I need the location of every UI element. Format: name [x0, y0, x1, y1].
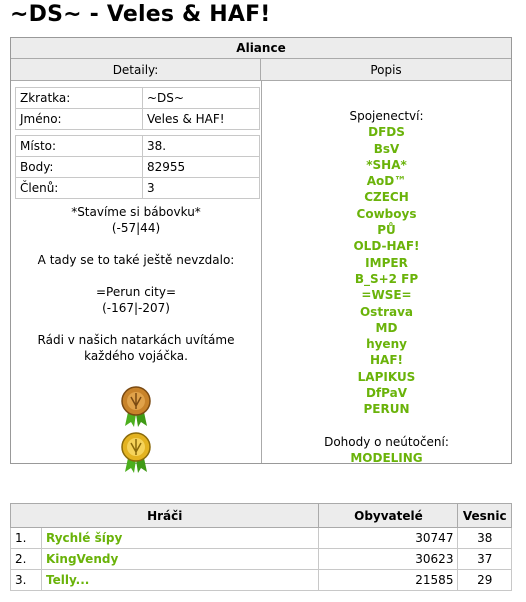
- table-row: [11, 570, 512, 591]
- ally-link[interactable]: hyeny: [366, 337, 407, 352]
- alliance-description: [11, 204, 261, 364]
- description-line: Rádi v našich natarkách uvítáme: [37, 333, 235, 347]
- player-population: 30747: [319, 528, 458, 549]
- description-line: (-167|-207): [102, 301, 170, 315]
- ally-link[interactable]: CZECH: [364, 190, 409, 205]
- ally-link[interactable]: =WSE=: [361, 288, 412, 303]
- player-name-link[interactable]: Telly...: [42, 570, 319, 591]
- player-rank: 3.: [11, 570, 42, 591]
- detail-key: Místo:: [16, 136, 143, 157]
- ally-link[interactable]: *SHA*: [366, 157, 407, 172]
- alliance-panel: [10, 37, 512, 464]
- details-table-stats: [15, 135, 260, 199]
- col-header-villages[interactable]: Vesnic: [458, 504, 512, 528]
- detail-value: 82955: [143, 157, 260, 178]
- spacer: [262, 418, 511, 434]
- col-header-players[interactable]: Hráči: [11, 504, 319, 528]
- alliance-header: Aliance: [11, 38, 511, 59]
- ally-link[interactable]: IMPER: [365, 255, 408, 270]
- ally-link[interactable]: BsV: [373, 141, 400, 156]
- ally-link[interactable]: PERUN: [363, 402, 410, 417]
- table-row: [11, 528, 512, 549]
- detail-key: Zkratka:: [16, 88, 143, 109]
- ally-link[interactable]: LAPIKUS: [357, 369, 416, 384]
- detail-value: 38.: [143, 136, 260, 157]
- col-header-population[interactable]: Obyvatelé: [319, 504, 458, 528]
- description-line: [11, 268, 261, 284]
- details-header: Detaily:: [11, 59, 261, 81]
- popis-header: Popis: [261, 59, 511, 81]
- description-line: každého vojáčka.: [84, 349, 188, 363]
- description-line: =Perun city=: [96, 285, 176, 299]
- description-line: A tady se to také ještě nevzdalo:: [37, 253, 235, 267]
- ally-link[interactable]: B_S+2 FP: [354, 271, 419, 286]
- nap-label: Dohody o neútočení:: [324, 434, 449, 449]
- description-line: [11, 236, 261, 252]
- description-line: *Stavíme si bábovku*: [71, 205, 201, 219]
- detail-row-name: [16, 109, 260, 130]
- player-name-link[interactable]: KingVendy: [42, 549, 319, 570]
- detail-key: Členů:: [16, 178, 143, 199]
- table-row: [11, 549, 512, 570]
- player-villages: 29: [458, 570, 512, 591]
- description-line: [11, 316, 261, 332]
- page-title: ~DS~ - Veles & HAF!: [10, 2, 271, 27]
- player-rank: 2.: [11, 549, 42, 570]
- ally-link[interactable]: HAF!: [370, 353, 403, 368]
- players-header-row: [11, 504, 512, 528]
- allies-label: Spojenectví:: [349, 109, 424, 123]
- ally-link[interactable]: AoD™: [366, 174, 407, 189]
- detail-key: Body:: [16, 157, 143, 178]
- player-name-link[interactable]: Rychlé šípy: [42, 528, 319, 549]
- bronze-medal-icon[interactable]: [116, 384, 156, 428]
- ally-link[interactable]: DfPaV: [365, 386, 408, 401]
- detail-key: Jméno:: [16, 109, 143, 130]
- player-population: 30623: [319, 549, 458, 570]
- detail-row-points: [16, 157, 260, 178]
- ally-link[interactable]: Ostrava: [359, 304, 413, 319]
- ally-link[interactable]: PŮ: [377, 223, 396, 238]
- player-villages: 37: [458, 549, 512, 570]
- popis-content: [262, 108, 511, 466]
- player-villages: 38: [458, 528, 512, 549]
- detail-row-tag: [16, 88, 260, 109]
- detail-value: 3: [143, 178, 260, 199]
- ally-link[interactable]: Cowboys: [356, 206, 417, 221]
- details-table-identity: [15, 87, 260, 130]
- player-population: 21585: [319, 570, 458, 591]
- nap-link[interactable]: MODELING: [350, 450, 423, 465]
- ally-link[interactable]: DFDS: [368, 125, 405, 140]
- detail-row-members: [16, 178, 260, 199]
- players-table: [10, 503, 512, 591]
- detail-value: Veles & HAF!: [143, 109, 260, 130]
- detail-row-rank: [16, 136, 260, 157]
- gold-medal-icon[interactable]: [116, 430, 156, 474]
- ally-link[interactable]: MD: [375, 320, 398, 335]
- ally-link[interactable]: OLD-HAF!: [353, 239, 420, 254]
- detail-value: ~DS~: [143, 88, 260, 109]
- player-rank: 1.: [11, 528, 42, 549]
- description-line: (-57|44): [111, 221, 161, 235]
